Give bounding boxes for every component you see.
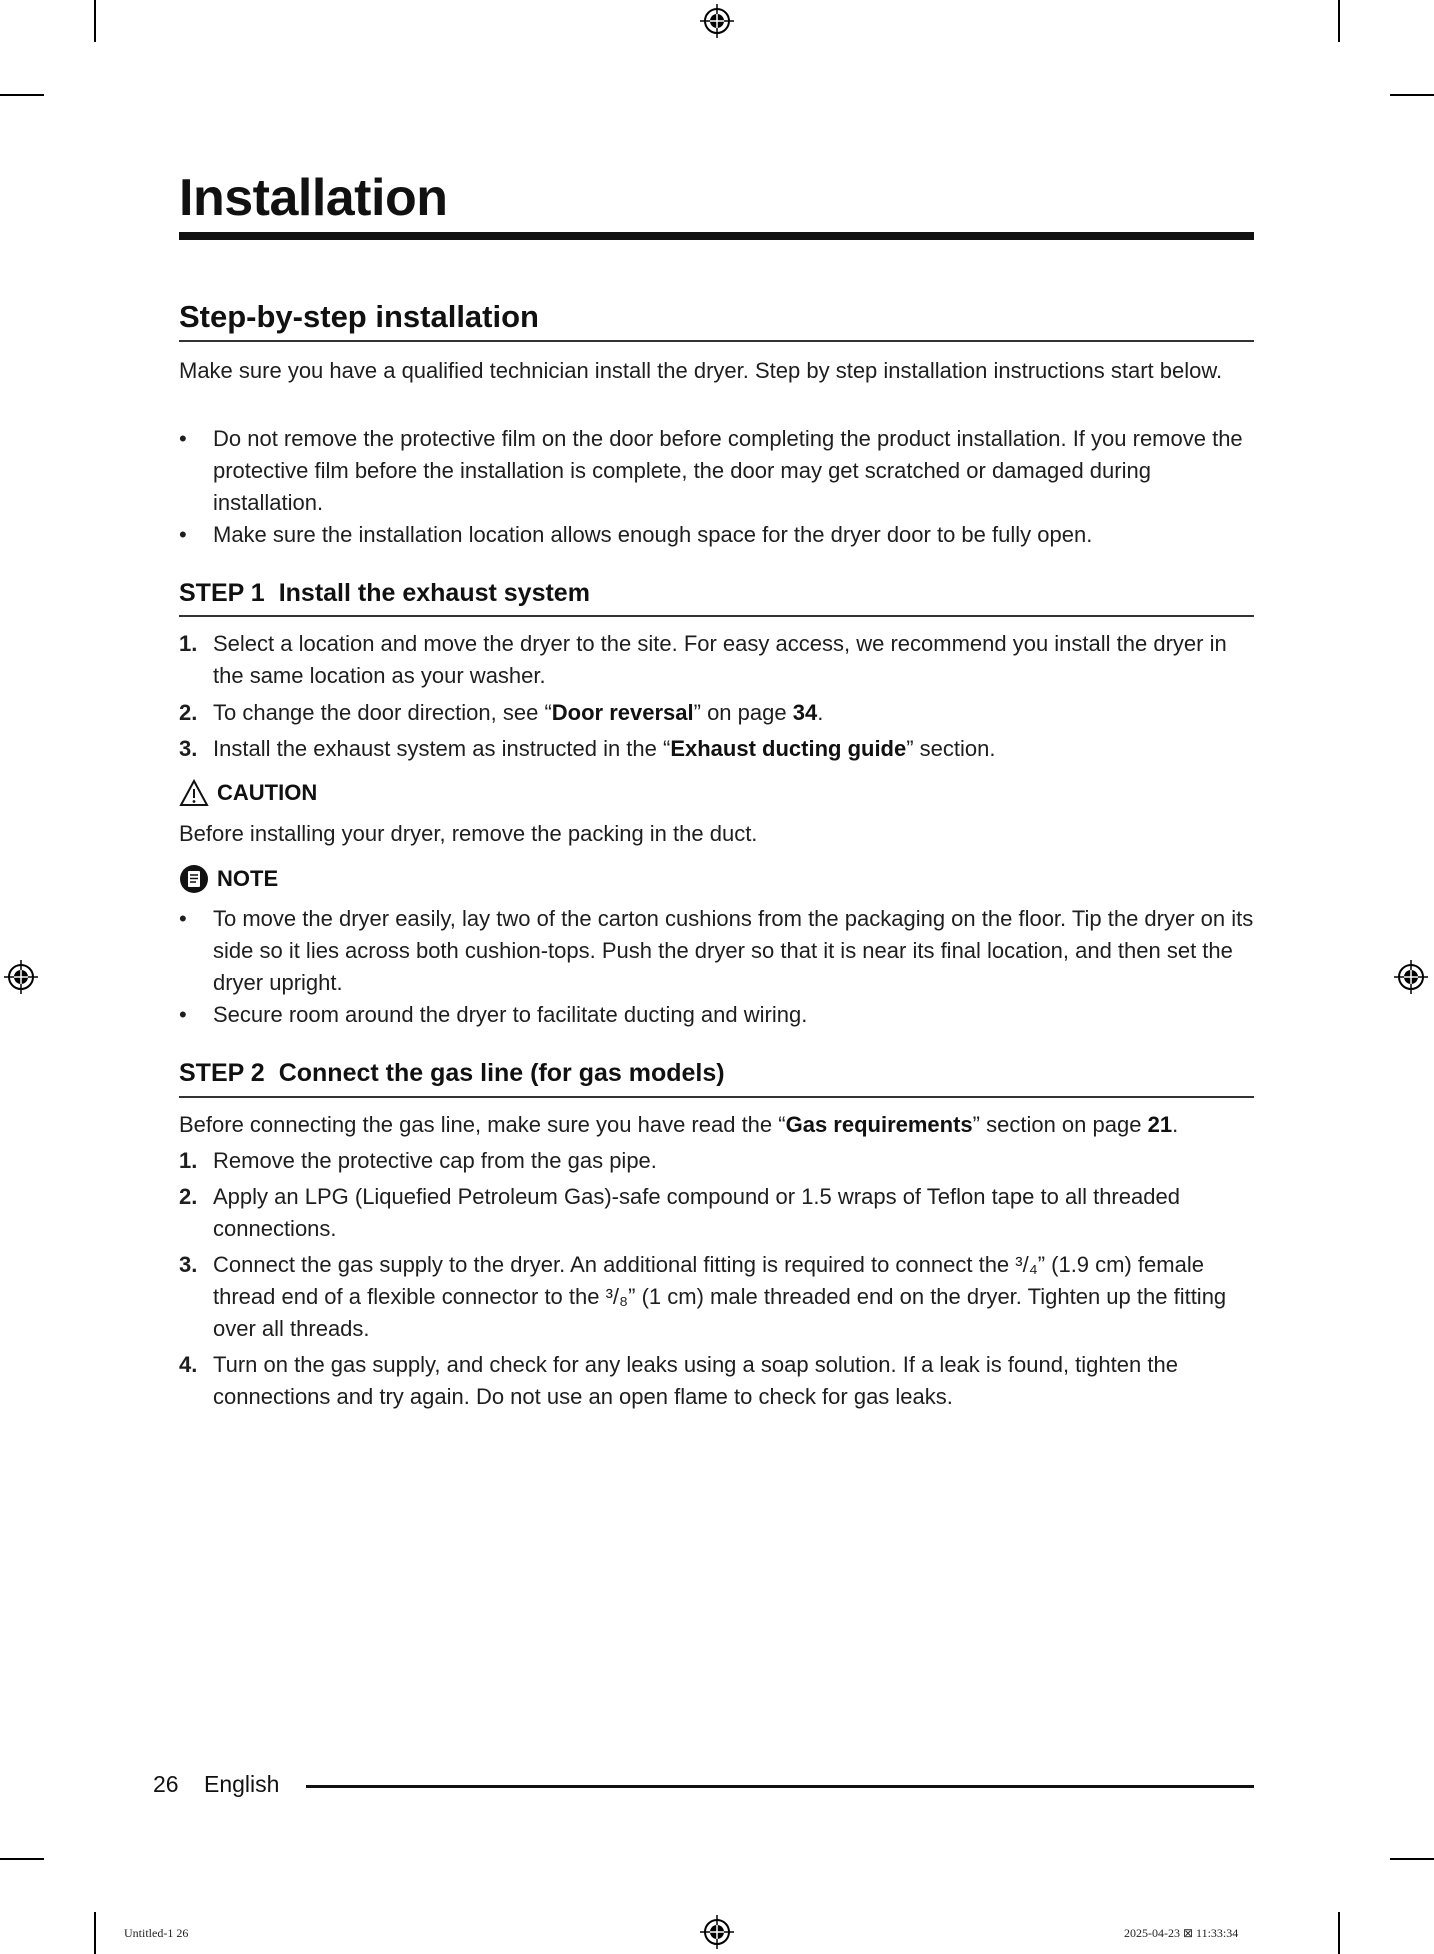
xref-gas-requirements: Gas requirements — [785, 1112, 973, 1137]
page-title: Installation — [179, 169, 448, 227]
registration-mark-icon — [1394, 960, 1428, 994]
crop-mark — [94, 1912, 96, 1954]
intro-bullet: • Make sure the installation location allows enough space for the dryer door to be fully open. — [179, 519, 1254, 551]
step1-label: STEP 1 — [179, 579, 265, 607]
step1-rule — [179, 615, 1254, 617]
list-item: 1. Remove the protective cap from the gas pipe. — [179, 1148, 657, 1173]
step1-heading — [179, 579, 590, 608]
registration-mark-icon — [700, 4, 734, 38]
list-item: 3. Connect the gas supply to the dryer. An additional fitting is required to connect the ³/₄” (1.9 cm) female thread end of a flexible connector to the ³/₈” (1 cm) male threaded end on the dryer. Tighten up the fitting over all threads. — [179, 1252, 1227, 1341]
list-item: 1. Select a location and move the dryer to the site. For easy access, we recommend you install the dryer in the same location as your washer. — [179, 631, 1227, 688]
warning-triangle-icon — [179, 779, 209, 807]
list-item: 4. Turn on the gas supply, and check for any leaks using a soap solution. If a leak is found, tighten the connections and try again. Do not use an open flame to check for gas leaks. — [179, 1352, 1178, 1409]
step2-title: Connect the gas line (for gas models) — [278, 1059, 725, 1087]
bullet-icon: • — [179, 426, 187, 451]
intro-paragraph: Make sure you have a qualified technician install the dryer. Step by step installation instructions start below. — [179, 358, 1223, 383]
xref-door-reversal: Door reversal — [551, 700, 694, 725]
footer-language: English — [204, 1771, 280, 1797]
crop-mark — [1338, 0, 1340, 42]
list-item: 2. To change the door direction, see “Door reversal” on page 34. — [179, 700, 824, 725]
section-title: Step-by-step installation — [179, 299, 539, 334]
note-bullet: • Secure room around the dryer to facilitate ducting and wiring. — [179, 999, 1254, 1031]
crop-mark — [0, 1858, 44, 1860]
footer-rule — [306, 1785, 1254, 1788]
bullet-icon: • — [179, 522, 187, 547]
crop-mark — [0, 94, 44, 96]
list-item: 3. Install the exhaust system as instructed in the “Exhaust ducting guide” section. — [179, 736, 996, 761]
intro-bullet: • Do not remove the protective film on the door before completing the product installation. If you remove the protective film before the installation is complete, the door may get scratched or damaged during installation. — [179, 423, 1254, 519]
print-slug-timestamp: 2025-04-23 ⊠ 11:33:34 — [1124, 1926, 1239, 1940]
registration-mark-icon — [700, 1915, 734, 1949]
crop-mark — [1338, 1912, 1340, 1954]
page-number: 26 — [153, 1771, 179, 1797]
note-bullet: • To move the dryer easily, lay two of the carton cushions from the packaging on the floor. Tip the dryer on its side so it lies across both cushion-tops. Push the dryer so that it is near its final location, and then set the dryer upright. — [179, 903, 1254, 999]
title-rule — [179, 232, 1254, 240]
step2-rule — [179, 1096, 1254, 1098]
crop-mark — [1390, 94, 1434, 96]
crop-mark — [94, 0, 96, 42]
crop-mark — [1390, 1858, 1434, 1860]
caution-text: Before installing your dryer, remove the packing in the duct. — [179, 821, 758, 846]
step1-title: Install the exhaust system — [278, 579, 590, 607]
step2-heading — [179, 1059, 725, 1088]
step2-label: STEP 2 — [179, 1059, 265, 1087]
caution-heading: CAUTION — [179, 779, 317, 807]
xref-exhaust-guide: Exhaust ducting guide — [670, 736, 907, 761]
print-slug-file: Untitled-1 26 — [124, 1926, 189, 1940]
list-item: 2. Apply an LPG (Liquefied Petroleum Gas)-safe compound or 1.5 wraps of Teflon tape to all threaded connections. — [179, 1184, 1180, 1241]
bullet-icon: • — [179, 906, 187, 931]
step2-intro: Before connecting the gas line, make sure you have read the “Gas requirements” section on page 21. — [179, 1112, 1179, 1137]
registration-mark-icon — [4, 960, 38, 994]
bullet-icon: • — [179, 1002, 187, 1027]
note-heading: NOTE — [179, 864, 278, 894]
note-icon — [179, 864, 209, 894]
section-rule — [179, 340, 1254, 342]
